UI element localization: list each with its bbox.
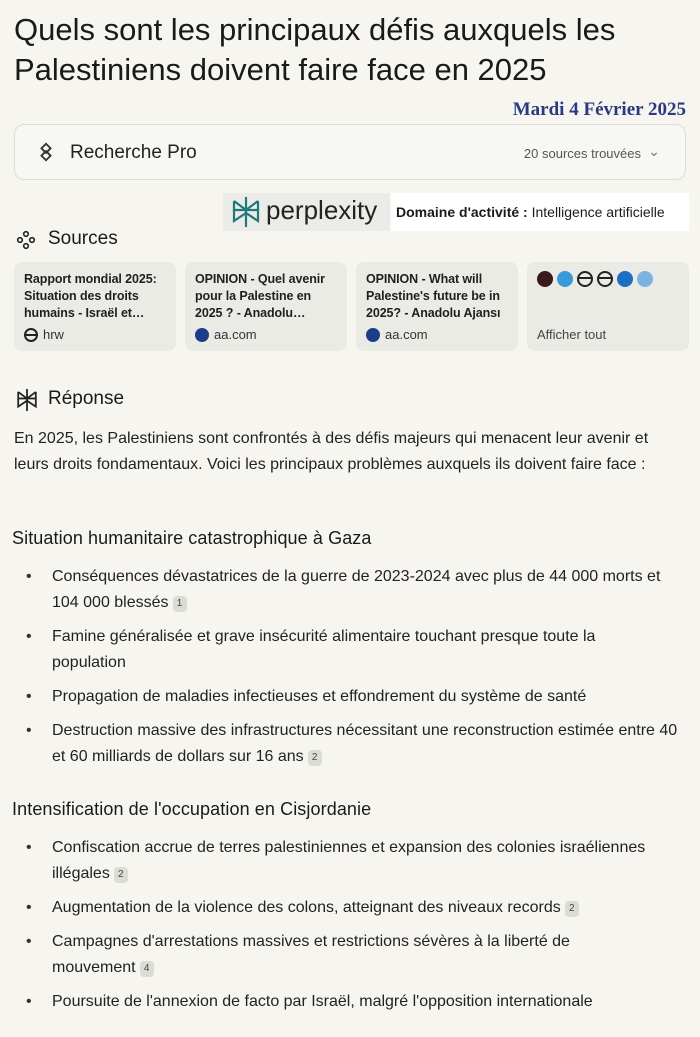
list-item-text: Augmentation de la violence des colons, atteignant des niveaux records: [52, 899, 561, 916]
globe-icon: [577, 271, 593, 287]
list-item: [0, 929, 690, 981]
globe-icon: [597, 271, 613, 287]
pro-search-label: Recherche Pro: [70, 142, 197, 163]
source-site-label: aa.com: [214, 327, 257, 342]
source-card-title: OPINION - What will Palestine's future be in 2025? - Anadolu Ajansı: [366, 272, 501, 320]
section-heading: Situation humanitaire catastrophique à Gaza: [12, 528, 372, 548]
domain-caption: [391, 193, 689, 231]
sources-icon: [16, 230, 36, 250]
pro-search-icon: [35, 141, 57, 163]
list-item-text: Poursuite de l'annexion de facto par Israël, malgré l'opposition internationale: [52, 993, 593, 1010]
citation-badge[interactable]: 4: [140, 961, 154, 977]
source-card-site: [195, 327, 257, 342]
page-title: Quels sont les principaux défis auxquels les Palestiniens doivent faire face en 2025: [14, 12, 616, 87]
source-card-title: Rapport mondial 2025: Situation des droits humains - Israël et…: [24, 272, 157, 320]
answer-intro: En 2025, les Palestiniens sont confrontés à des défis majeurs qui menacent leur avenir et leurs droits fondamentaux. Voici les principaux problèmes auxquels ils doivent faire face :: [14, 430, 649, 473]
bullet-list: [0, 835, 690, 1023]
source-favicon-icon: [537, 271, 553, 287]
source-favicons: [537, 271, 679, 287]
source-card-title: OPINION - Quel avenir pour la Palestine en 2025 ? - Anadolu…: [195, 272, 325, 320]
list-item: [0, 989, 690, 1015]
list-item-text: Famine généralisée et grave insécurité alimentaire touchant presque toute la population: [52, 628, 596, 671]
source-card[interactable]: [14, 262, 176, 351]
list-item: [0, 684, 690, 710]
bullet-list: [0, 564, 690, 778]
list-item: [0, 895, 690, 921]
list-item-text: Campagnes d'arrestations massives et restrictions sévères à la liberté de mouvement: [52, 933, 570, 976]
citation-badge[interactable]: 2: [114, 867, 128, 883]
list-item: [0, 718, 690, 770]
sources-found-count[interactable]: 20 sources trouvées: [523, 146, 641, 161]
un-icon: [637, 271, 653, 287]
globe-icon: [24, 328, 38, 342]
source-site-label: aa.com: [385, 327, 428, 342]
sources-heading: Sources: [48, 228, 118, 249]
domain-value: Intelligence artificielle: [527, 204, 665, 220]
list-item-text: Confiscation accrue de terres palestiniennes et expansion des colonies israéliennes illégales: [52, 839, 646, 882]
show-all-link[interactable]: Afficher tout: [537, 327, 607, 342]
pro-search-panel[interactable]: [14, 124, 686, 180]
source-card-site: [24, 327, 64, 342]
source-card[interactable]: [356, 262, 518, 351]
list-item-text: Destruction massive des infrastructures nécessitant une reconstruction estimée entre 40 et 60 milliards de dollars sur 16 ans: [52, 722, 678, 765]
perplexity-logo-icon: [231, 196, 261, 228]
list-item: [0, 624, 690, 676]
list-item-text: Conséquences dévastatrices de la guerre de 2023-2024 avec plus de 44 000 morts et 104 000 blessés: [52, 568, 661, 611]
citation-badge[interactable]: 2: [308, 750, 322, 766]
citation-badge[interactable]: 1: [173, 596, 187, 612]
source-card-site: [366, 327, 428, 342]
brand-name: perplexity: [266, 195, 378, 225]
perplexity-answer-icon: [16, 388, 38, 412]
date-stamp: Mardi 4 Février 2025: [512, 99, 686, 120]
citation-badge[interactable]: 2: [565, 901, 579, 917]
source-favicon-icon: [557, 271, 573, 287]
chevron-down-icon[interactable]: ⌄: [648, 143, 660, 159]
anadolu-icon: [195, 328, 209, 342]
perplexity-logo: [223, 193, 390, 231]
source-card[interactable]: [185, 262, 347, 351]
answer-heading: Réponse: [48, 388, 125, 409]
source-favicon-icon: [617, 271, 633, 287]
list-item-text: Propagation de maladies infectieuses et effondrement du système de santé: [52, 688, 587, 705]
list-item: [0, 835, 690, 887]
anadolu-icon: [366, 328, 380, 342]
list-item: [0, 564, 690, 616]
domain-label: Domaine d'activité :: [396, 204, 528, 220]
section-heading: Intensification de l'occupation en Cisjordanie: [12, 799, 372, 819]
show-all-sources-card[interactable]: [527, 262, 689, 351]
source-site-label: hrw: [43, 327, 64, 342]
